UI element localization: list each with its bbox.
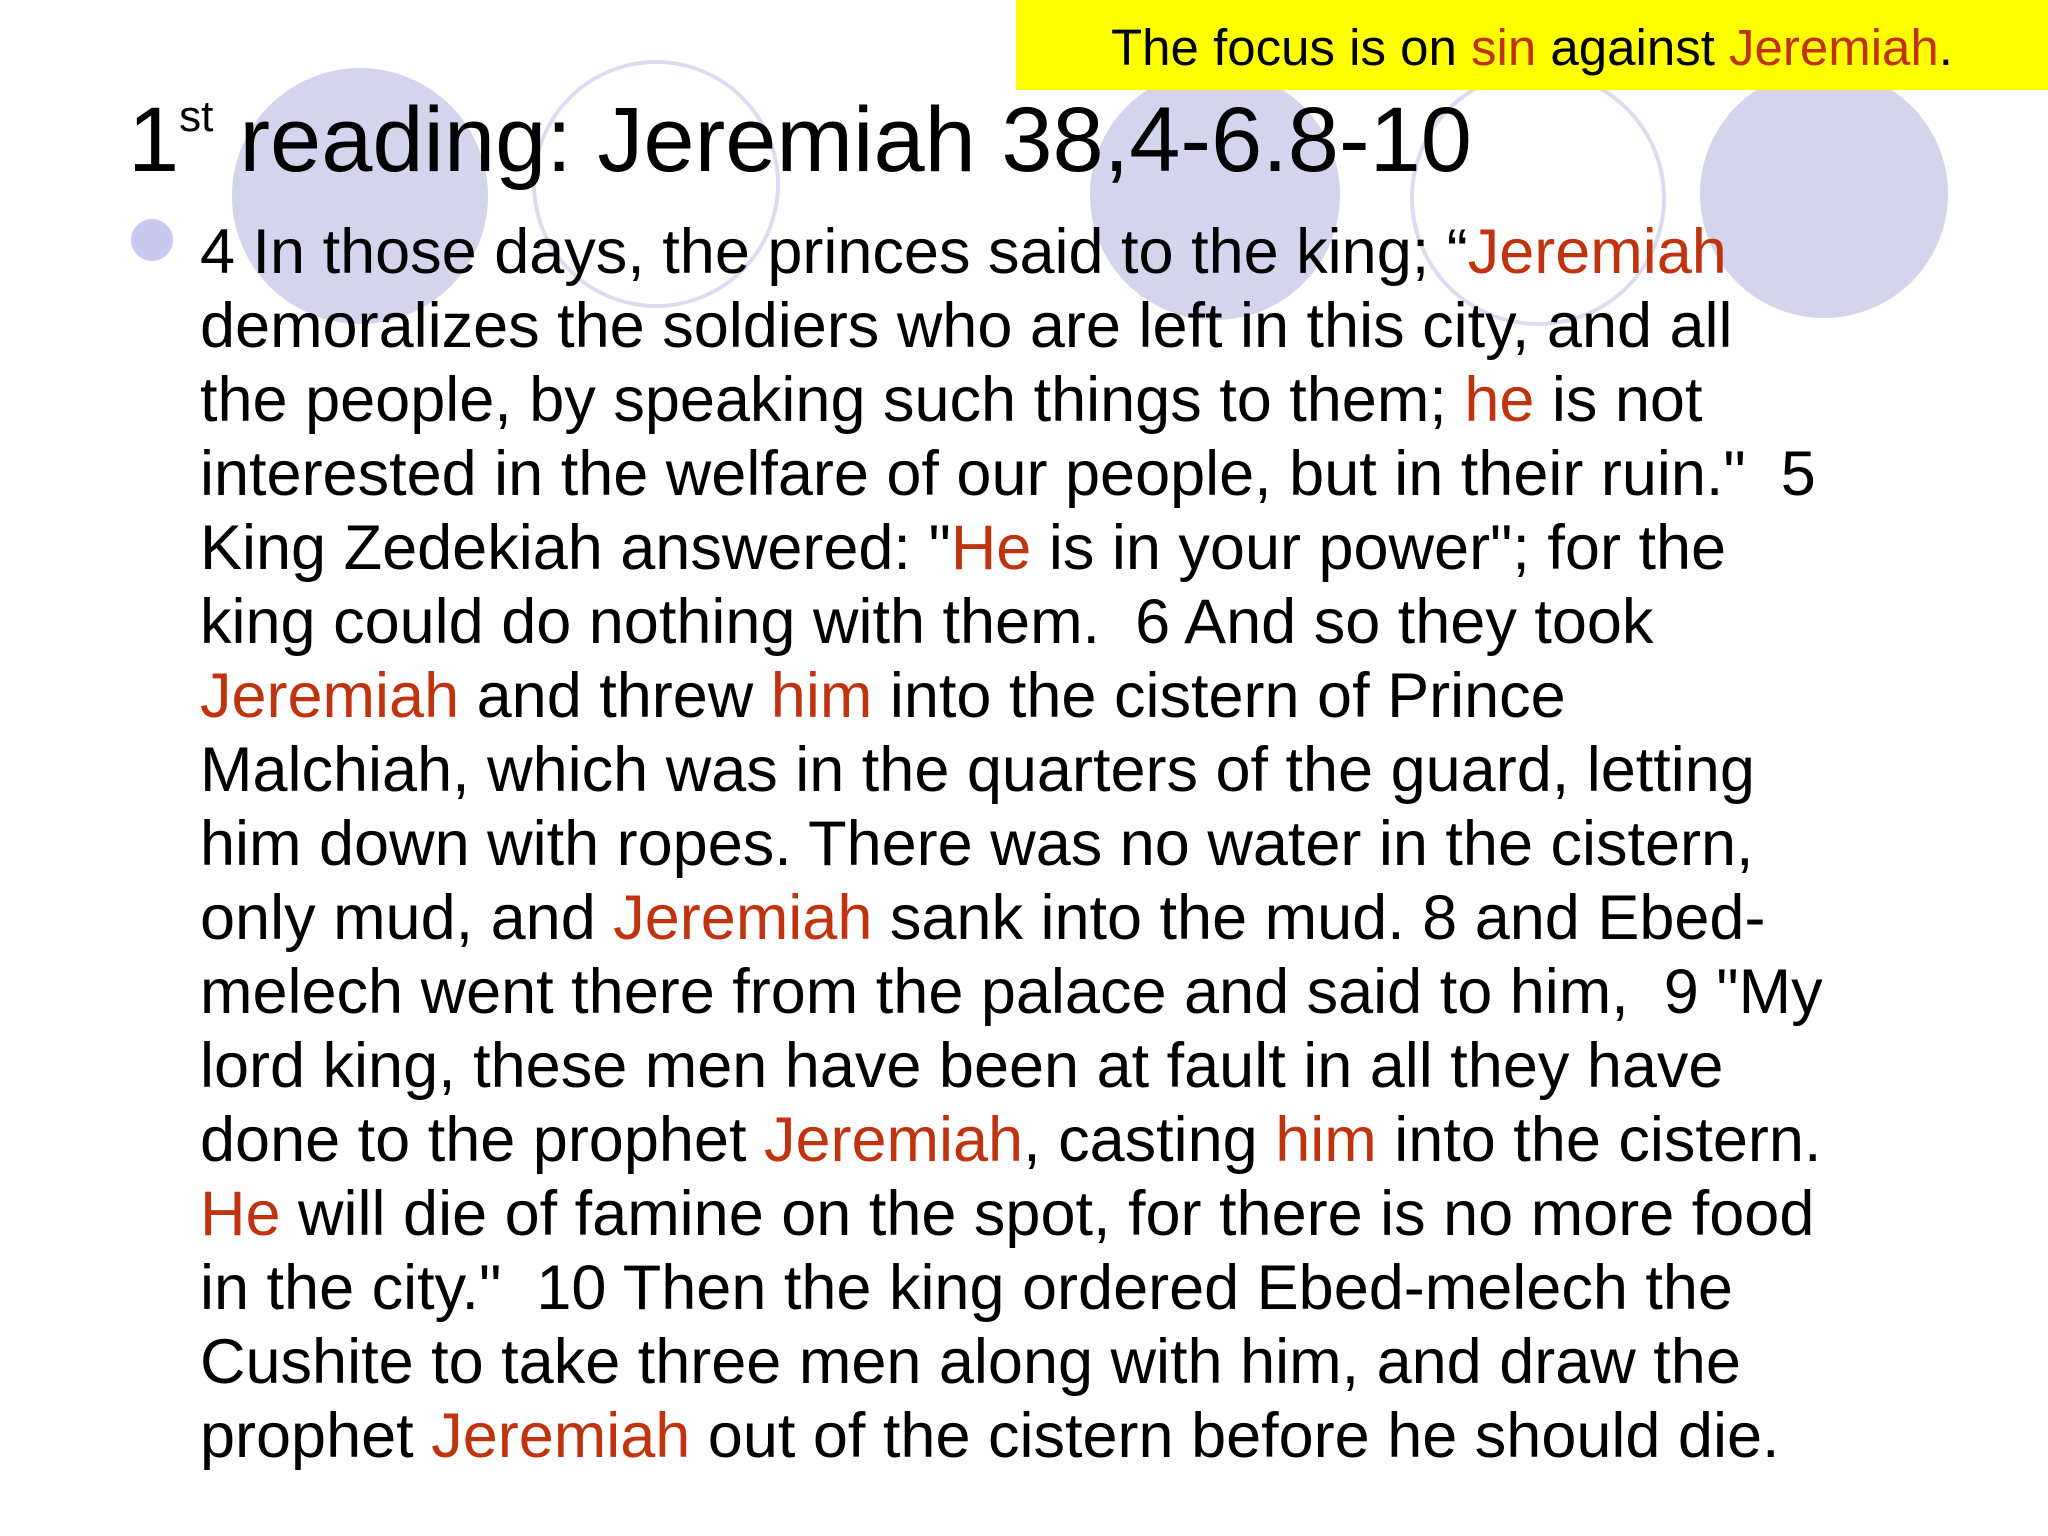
text-run: in the city." 10 Then the king ordered Ebed-melech the bbox=[200, 1253, 1733, 1323]
passage-line bbox=[200, 215, 2000, 289]
text-run: will die of famine on the spot, for there is no more food bbox=[280, 1179, 1815, 1249]
passage-line bbox=[200, 659, 2000, 733]
highlighted-word: Jeremiah bbox=[1729, 19, 1939, 76]
text-run: sank into the mud. 8 and Ebed- bbox=[872, 883, 1766, 953]
passage-line bbox=[200, 807, 2000, 881]
passage-line bbox=[200, 881, 2000, 955]
highlighted-word: him bbox=[1275, 1105, 1377, 1175]
text-run: Cushite to take three men along with him, and draw the bbox=[200, 1327, 1741, 1397]
text-run: against bbox=[1536, 19, 1730, 76]
bullet-icon bbox=[131, 219, 173, 261]
highlighted-word: him bbox=[770, 661, 873, 731]
text-run: The focus is on bbox=[1111, 19, 1472, 76]
title-ordinal: 1 bbox=[128, 89, 180, 191]
passage-line bbox=[200, 1029, 2000, 1103]
text-run: King Zedekiah answered: " bbox=[200, 513, 951, 583]
passage-line bbox=[200, 289, 2000, 363]
highlighted-word: Jeremiah bbox=[1467, 217, 1727, 287]
scripture-passage bbox=[200, 215, 2000, 1473]
passage-line bbox=[200, 437, 2000, 511]
passage-line bbox=[200, 511, 2000, 585]
text-run: melech went there from the palace and said to him, 9 "My bbox=[200, 957, 1823, 1027]
text-run: prophet bbox=[200, 1401, 432, 1471]
text-run: into the cistern of Prince bbox=[872, 661, 1566, 731]
passage-line bbox=[200, 733, 2000, 807]
text-run: out of the cistern before he should die. bbox=[690, 1401, 1780, 1471]
slide-title bbox=[128, 90, 1472, 207]
text-run: is in your power"; for the bbox=[1031, 513, 1727, 583]
text-run: the people, by speaking such things to them; bbox=[200, 365, 1465, 435]
passage-line bbox=[200, 1251, 2000, 1325]
text-run: king could do nothing with them. 6 And so they took bbox=[200, 587, 1654, 657]
highlighted-word: Jeremiah bbox=[763, 1105, 1024, 1175]
text-run: lord king, these men have been at fault in all they have bbox=[200, 1031, 1724, 1101]
title-ordinal-suffix: st bbox=[179, 92, 214, 141]
passage-line bbox=[200, 585, 2000, 659]
highlighted-word: sin bbox=[1471, 19, 1537, 76]
title-text: reading: Jeremiah 38,4-6.8-10 bbox=[239, 89, 1472, 191]
passage-line bbox=[200, 363, 2000, 437]
highlighted-word: Jeremiah bbox=[613, 883, 873, 953]
text-run: interested in the welfare of our people, but in their ruin." 5 bbox=[200, 439, 1816, 509]
passage-line bbox=[200, 955, 2000, 1029]
text-run: 4 In those days, the princes said to the king; “ bbox=[200, 217, 1468, 287]
passage-line bbox=[200, 1325, 2000, 1399]
text-run: Malchiah, which was in the quarters of the guard, letting bbox=[200, 735, 1755, 805]
text-run: is not bbox=[1534, 365, 1703, 435]
highlighted-word: He bbox=[200, 1179, 281, 1249]
text-run: demoralizes the soldiers who are left in this city, and all bbox=[200, 291, 1733, 361]
text-run: into the cistern. bbox=[1376, 1105, 1822, 1175]
text-run: only mud, and bbox=[200, 883, 614, 953]
text-run: done to the prophet bbox=[200, 1105, 764, 1175]
highlighted-word: he bbox=[1464, 365, 1535, 435]
text-run: , casting bbox=[1023, 1105, 1276, 1175]
text-run: . bbox=[1938, 19, 1953, 76]
text-run: him down with ropes. There was no water in the cistern, bbox=[200, 809, 1754, 879]
passage-line bbox=[200, 1177, 2000, 1251]
highlighted-word: Jeremiah bbox=[431, 1401, 691, 1471]
highlighted-word: He bbox=[950, 513, 1032, 583]
highlighted-word: Jeremiah bbox=[200, 661, 460, 731]
focus-banner bbox=[1016, 0, 2048, 90]
passage-line bbox=[200, 1399, 2000, 1473]
passage-line bbox=[200, 1103, 2000, 1177]
text-run: and threw bbox=[459, 661, 771, 731]
